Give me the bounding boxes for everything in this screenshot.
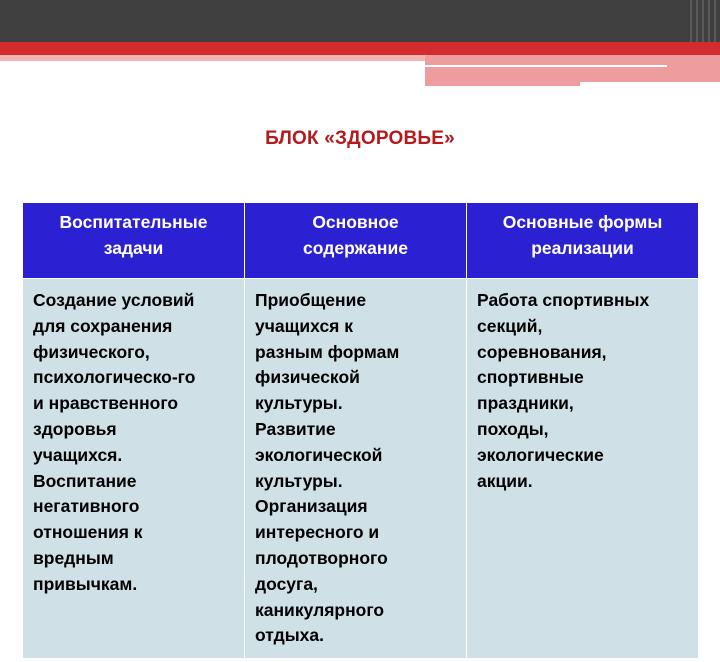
banner-decoration-line: [580, 82, 720, 86]
cell-main-content: [245, 279, 467, 659]
cell-line: психологическо-го: [33, 367, 196, 388]
cell-line: отдыха.: [255, 625, 324, 646]
header-educational-tasks: [23, 203, 245, 279]
cell-educational-tasks: [23, 279, 245, 659]
header-line: Основные формы: [502, 212, 663, 232]
cell-line: для сохранения: [33, 315, 173, 336]
table-header-row: [23, 203, 699, 279]
cell-line: физической: [255, 367, 360, 388]
cell-line: здоровья: [33, 418, 117, 439]
cell-line: культуры.: [255, 393, 343, 414]
cell-line: Работа спортивных: [477, 290, 650, 310]
cell-line: экологической: [255, 444, 383, 465]
cell-line: Воспитание: [33, 470, 137, 491]
cell-line: отношения к: [33, 522, 143, 543]
header-forms-of-implementation: [467, 203, 699, 279]
banner-decoration-line: [425, 65, 667, 67]
cell-line: учащихся.: [33, 444, 123, 465]
cell-line: соревнования,: [477, 341, 607, 362]
content-table: [22, 202, 699, 659]
cell-line: спортивные: [477, 367, 584, 388]
cell-line: экологические: [477, 444, 604, 465]
header-line: содержание: [303, 238, 408, 258]
cell-line: Организация: [255, 496, 368, 517]
header-line: реализации: [531, 238, 634, 258]
header-line: задачи: [103, 238, 164, 258]
cell-line: акции.: [477, 470, 533, 491]
slide-title: БЛОК «ЗДОРОВЬЕ»: [265, 128, 455, 149]
header-line: Воспитательные: [59, 212, 208, 232]
cell-line: Развитие: [255, 418, 336, 439]
banner-texture: [690, 0, 720, 42]
top-banner-dark: [0, 0, 720, 42]
cell-line: физического,: [33, 341, 150, 362]
cell-line: разным формам: [255, 341, 400, 362]
cell-line: праздники,: [477, 393, 574, 414]
cell-line: походы,: [477, 418, 549, 439]
cell-line: культуры.: [255, 470, 343, 491]
cell-forms-of-implementation: [467, 279, 699, 659]
cell-line: и нравственного: [33, 393, 179, 414]
header-main-content: [245, 203, 467, 279]
cell-line: секций,: [477, 315, 543, 336]
cell-line: плодотворного: [255, 547, 388, 568]
cell-line: вредным: [33, 547, 114, 568]
cell-line: негативного: [33, 496, 140, 517]
cell-line: Приобщение: [255, 290, 367, 310]
cell-line: интересного и: [255, 522, 380, 543]
cell-line: Создание условий: [33, 290, 195, 310]
cell-line: каникулярного: [255, 599, 385, 620]
header-line: Основное: [312, 212, 399, 232]
cell-line: привычкам.: [33, 573, 138, 594]
cell-line: досуга,: [255, 573, 318, 594]
top-banner-red-stripe: [0, 42, 720, 55]
cell-line: учащихся к: [255, 315, 354, 336]
table-row: [23, 279, 699, 659]
